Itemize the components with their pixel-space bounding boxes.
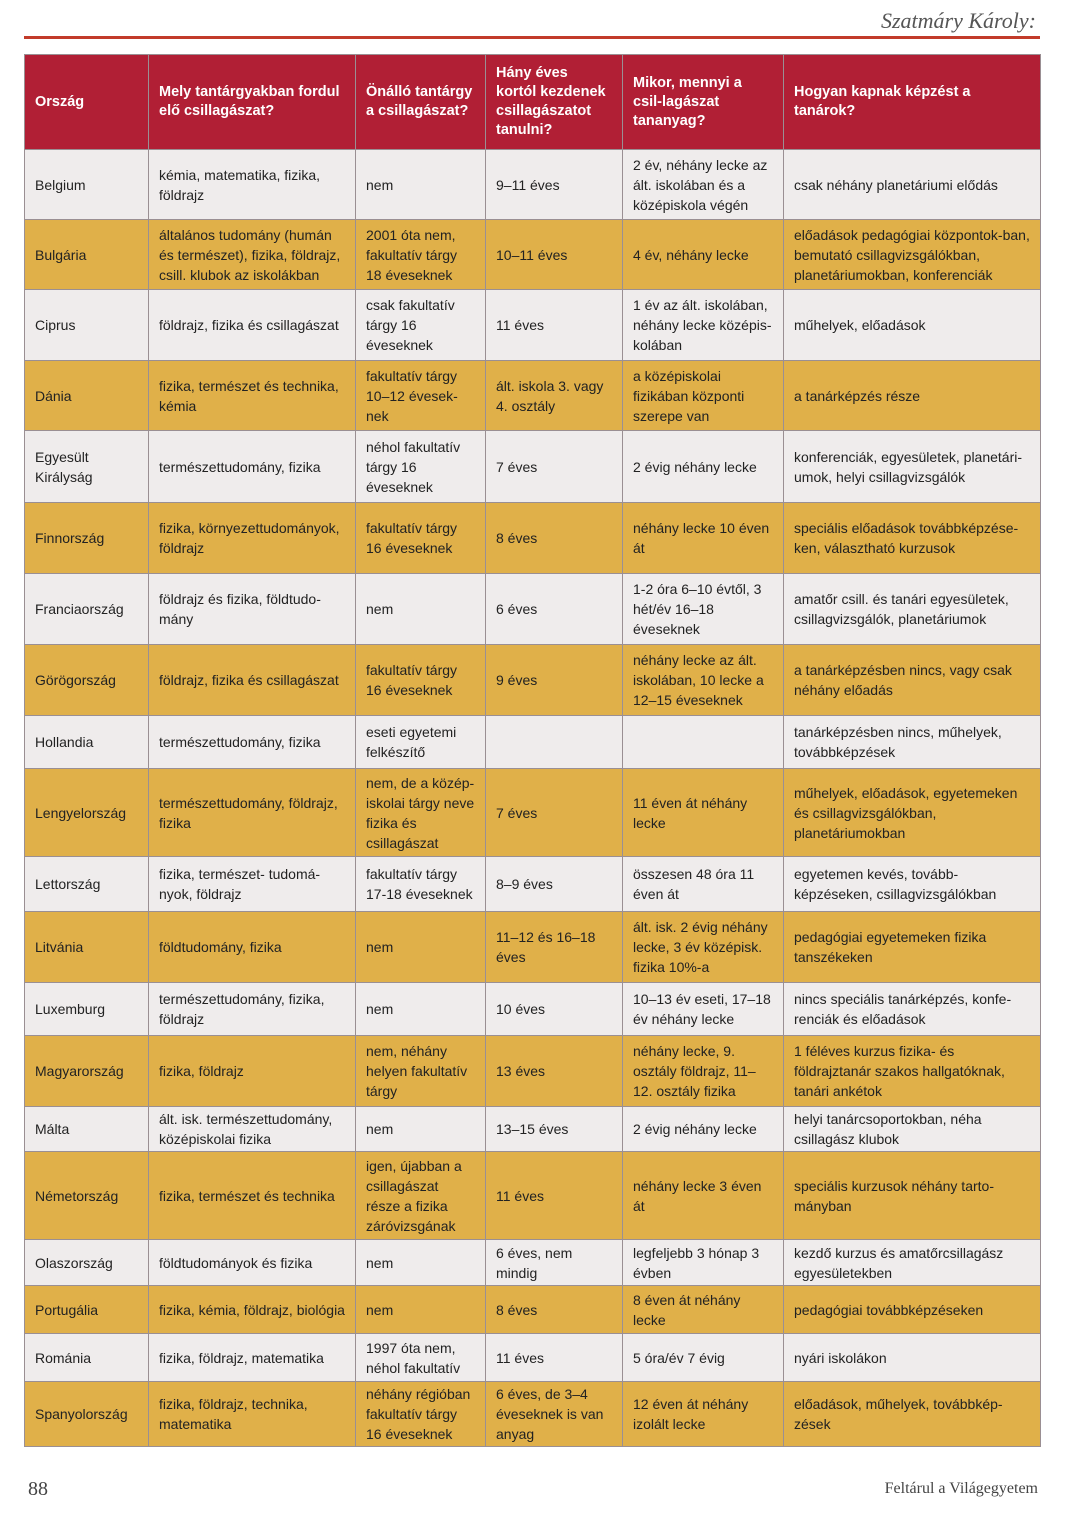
teacher-training-cell: pedagógiai továbbképzéseken	[784, 1286, 1041, 1334]
country-cell: Málta	[25, 1107, 149, 1152]
curriculum-cell: 2 évig néhány lecke	[623, 1107, 784, 1152]
curriculum-cell: 10–13 év eseti, 17–18 év néhány lecke	[623, 983, 784, 1036]
starting-age-cell: 11 éves	[486, 290, 623, 361]
subjects-cell: ált. isk. természettudomány, középiskolai fizika	[149, 1107, 356, 1152]
table-row	[25, 716, 1041, 769]
starting-age-cell: 10 éves	[486, 983, 623, 1036]
column-header-curriculum-amount: Mikor, mennyi a csil-lagászat tananyag?	[623, 55, 784, 150]
column-header-starting-age: Hány éves kortól kezdenek csillagászatot tanulni?	[486, 55, 623, 150]
subjects-cell: földtudomány, fizika	[149, 912, 356, 983]
independent-subject-cell: nem	[356, 1240, 486, 1286]
starting-age-cell: 13 éves	[486, 1036, 623, 1107]
curriculum-cell: néhány lecke 10 éven át	[623, 503, 784, 574]
independent-subject-cell: nem	[356, 983, 486, 1036]
curriculum-cell: 11 éven át néhány lecke	[623, 769, 784, 857]
subjects-cell: fizika, természet- tudomá-nyok, földrajz	[149, 857, 356, 912]
country-cell: Hollandia	[25, 716, 149, 769]
independent-subject-cell: nem, de a közép-iskolai tárgy neve fizika és csillagászat	[356, 769, 486, 857]
independent-subject-cell: fakultatív tárgy 10–12 évesek-nek	[356, 361, 486, 431]
country-cell: Ciprus	[25, 290, 149, 361]
country-cell: Dánia	[25, 361, 149, 431]
teacher-training-cell: a tanárképzés része	[784, 361, 1041, 431]
teacher-training-cell: csak néhány planetáriumi elődás	[784, 150, 1041, 220]
independent-subject-cell: 2001 óta nem, fakultatív tárgy 18 éveseknek	[356, 220, 486, 290]
table-row	[25, 574, 1041, 645]
curriculum-cell: néhány lecke, 9. osztály földrajz, 11–12. osztály fizika	[623, 1036, 784, 1107]
independent-subject-cell: nem	[356, 912, 486, 983]
country-cell: Bulgária	[25, 220, 149, 290]
column-header-country: Ország	[25, 55, 149, 150]
subjects-cell: általános tudomány (humán és természet), fizika, földrajz, csill. klubok az iskolákban	[149, 220, 356, 290]
curriculum-cell: 12 éven át néhány izolált lecke	[623, 1382, 784, 1447]
curriculum-cell: 5 óra/év 7 évig	[623, 1334, 784, 1382]
starting-age-cell: 9–11 éves	[486, 150, 623, 220]
table-row	[25, 150, 1041, 220]
curriculum-cell: összesen 48 óra 11 éven át	[623, 857, 784, 912]
table-body	[25, 150, 1041, 1447]
curriculum-cell: legfeljebb 3 hónap 3 évben	[623, 1240, 784, 1286]
starting-age-cell: 10–11 éves	[486, 220, 623, 290]
subjects-cell: fizika, kémia, földrajz, biológia	[149, 1286, 356, 1334]
independent-subject-cell: 1997 óta nem, néhol fakultatív	[356, 1334, 486, 1382]
table-row	[25, 1036, 1041, 1107]
table-header-row	[25, 55, 1041, 150]
subjects-cell: földtudományok és fizika	[149, 1240, 356, 1286]
subjects-cell: fizika, földrajz, technika, matematika	[149, 1382, 356, 1447]
teacher-training-cell: nyári iskolákon	[784, 1334, 1041, 1382]
curriculum-cell: 1 év az ált. iskolában, néhány lecke középis-kolában	[623, 290, 784, 361]
teacher-training-cell: tanárképzésben nincs, műhelyek, továbbképzések	[784, 716, 1041, 769]
curriculum-cell: a középiskolai fizikában központi szerepe van	[623, 361, 784, 431]
table-row	[25, 983, 1041, 1036]
teacher-training-cell: egyetemen kevés, tovább-képzéseken, csillagvizsgálókban	[784, 857, 1041, 912]
table-row	[25, 1152, 1041, 1240]
independent-subject-cell: nem, néhány helyen fakultatív tárgy	[356, 1036, 486, 1107]
curriculum-cell: 8 éven át néhány lecke	[623, 1286, 784, 1334]
country-cell: Franciaország	[25, 574, 149, 645]
subjects-cell: fizika, földrajz, matematika	[149, 1334, 356, 1382]
country-cell: Németország	[25, 1152, 149, 1240]
independent-subject-cell: fakultatív tárgy 17-18 éveseknek	[356, 857, 486, 912]
independent-subject-cell: néhol fakultatív tárgy 16 éveseknek	[356, 431, 486, 503]
country-cell: Belgium	[25, 150, 149, 220]
curriculum-cell: 2 évig néhány lecke	[623, 431, 784, 503]
teacher-training-cell: amatőr csill. és tanári egyesületek, csillagvizsgálók, planetáriumok	[784, 574, 1041, 645]
starting-age-cell: 8 éves	[486, 503, 623, 574]
table-row	[25, 1107, 1041, 1152]
country-cell: Románia	[25, 1334, 149, 1382]
astronomy-education-table	[24, 54, 1041, 1447]
subjects-cell: földrajz, fizika és csillagászat	[149, 290, 356, 361]
table-row	[25, 857, 1041, 912]
independent-subject-cell: nem	[356, 150, 486, 220]
country-cell: Olaszország	[25, 1240, 149, 1286]
header-divider	[24, 36, 1040, 39]
country-cell: Finnország	[25, 503, 149, 574]
independent-subject-cell: nem	[356, 1286, 486, 1334]
subjects-cell: földrajz és fizika, földtudo-mány	[149, 574, 356, 645]
starting-age-cell: 7 éves	[486, 431, 623, 503]
independent-subject-cell: néhány régióban fakultatív tárgy 16 éveseknek	[356, 1382, 486, 1447]
country-cell: Lengyelország	[25, 769, 149, 857]
table-row	[25, 1286, 1041, 1334]
teacher-training-cell: műhelyek, előadások	[784, 290, 1041, 361]
teacher-training-cell: a tanárképzésben nincs, vagy csak néhány előadás	[784, 645, 1041, 716]
starting-age-cell: 7 éves	[486, 769, 623, 857]
table-row	[25, 1240, 1041, 1286]
starting-age-cell: 6 éves, de 3–4 éveseknek is van anyag	[486, 1382, 623, 1447]
table-row	[25, 769, 1041, 857]
teacher-training-cell: konferenciák, egyesületek, planetári-umok, helyi csillagvizsgálók	[784, 431, 1041, 503]
teacher-training-cell: speciális kurzusok néhány tarto-mányban	[784, 1152, 1041, 1240]
independent-subject-cell: nem	[356, 1107, 486, 1152]
starting-age-cell: 6 éves	[486, 574, 623, 645]
subjects-cell: fizika, környezettudományok, földrajz	[149, 503, 356, 574]
teacher-training-cell: előadások, műhelyek, továbbkép-zések	[784, 1382, 1041, 1447]
starting-age-cell	[486, 716, 623, 769]
subjects-cell: természettudomány, fizika	[149, 716, 356, 769]
starting-age-cell: 11 éves	[486, 1152, 623, 1240]
country-cell: Portugália	[25, 1286, 149, 1334]
teacher-training-cell: helyi tanárcsoportokban, néha csillagász klubok	[784, 1107, 1041, 1152]
country-cell: Lettország	[25, 857, 149, 912]
column-header-subjects: Mely tantárgyakban fordul elő csillagászat?	[149, 55, 356, 150]
table-row	[25, 220, 1041, 290]
column-header-independent-subject: Önálló tantárgy a csillagászat?	[356, 55, 486, 150]
country-cell: Görögország	[25, 645, 149, 716]
column-header-teacher-training: Hogyan kapnak képzést a tanárok?	[784, 55, 1041, 150]
starting-age-cell: 6 éves, nem mindig	[486, 1240, 623, 1286]
subjects-cell: kémia, matematika, fizika, földrajz	[149, 150, 356, 220]
starting-age-cell: 13–15 éves	[486, 1107, 623, 1152]
table-row	[25, 361, 1041, 431]
country-cell: Litvánia	[25, 912, 149, 983]
curriculum-cell: néhány lecke 3 éven át	[623, 1152, 784, 1240]
table-row	[25, 431, 1041, 503]
subjects-cell: földrajz, fizika és csillagászat	[149, 645, 356, 716]
teacher-training-cell: pedagógiai egyetemeken fizika tanszékeken	[784, 912, 1041, 983]
curriculum-cell	[623, 716, 784, 769]
table-row	[25, 1382, 1041, 1447]
curriculum-cell: ált. isk. 2 évig néhány lecke, 3 év középisk. fizika 10%-a	[623, 912, 784, 983]
independent-subject-cell: csak fakultatív tárgy 16 éveseknek	[356, 290, 486, 361]
starting-age-cell: 8 éves	[486, 1286, 623, 1334]
teacher-training-cell: műhelyek, előadások, egyetemeken és csillagvizsgálókban, planetáriumokban	[784, 769, 1041, 857]
teacher-training-cell: nincs speciális tanárképzés, konfe-renciák és előadások	[784, 983, 1041, 1036]
independent-subject-cell: eseti egyetemi felkészítő	[356, 716, 486, 769]
country-cell: Magyarország	[25, 1036, 149, 1107]
subjects-cell: fizika, természet és technika, kémia	[149, 361, 356, 431]
starting-age-cell: 11 éves	[486, 1334, 623, 1382]
table-row	[25, 1334, 1041, 1382]
curriculum-cell: 4 év, néhány lecke	[623, 220, 784, 290]
table-row	[25, 503, 1041, 574]
country-cell: Spanyolország	[25, 1382, 149, 1447]
teacher-training-cell: előadások pedagógiai központok-ban, bemutató csillagvizsgálókban, planetáriumokban, konferenciák	[784, 220, 1041, 290]
independent-subject-cell: fakultatív tárgy 16 éveseknek	[356, 503, 486, 574]
subjects-cell: természettudomány, földrajz, fizika	[149, 769, 356, 857]
subjects-cell: természettudomány, fizika, földrajz	[149, 983, 356, 1036]
subjects-cell: fizika, földrajz	[149, 1036, 356, 1107]
starting-age-cell: 9 éves	[486, 645, 623, 716]
curriculum-cell: 2 év, néhány lecke az ált. iskolában és a középiskola végén	[623, 150, 784, 220]
starting-age-cell: ált. iskola 3. vagy 4. osztály	[486, 361, 623, 431]
teacher-training-cell: speciális előadások továbbképzése-ken, választható kurzusok	[784, 503, 1041, 574]
table-row	[25, 290, 1041, 361]
starting-age-cell: 8–9 éves	[486, 857, 623, 912]
independent-subject-cell: fakultatív tárgy 16 éveseknek	[356, 645, 486, 716]
table-row	[25, 912, 1041, 983]
table-row	[25, 645, 1041, 716]
starting-age-cell: 11–12 és 16–18 éves	[486, 912, 623, 983]
author-header: Szatmáry Károly:	[880, 8, 1036, 33]
independent-subject-cell: nem	[356, 574, 486, 645]
subjects-cell: fizika, természet és technika	[149, 1152, 356, 1240]
subjects-cell: természettudomány, fizika	[149, 431, 356, 503]
curriculum-cell: 1-2 óra 6–10 évtől, 3 hét/év 16–18 éveseknek	[623, 574, 784, 645]
country-cell: Luxemburg	[25, 983, 149, 1036]
teacher-training-cell: 1 féléves kurzus fizika- és földrajztanár szakos hallgatóknak, tanári ankétok	[784, 1036, 1041, 1107]
teacher-training-cell: kezdő kurzus és amatőrcsillagász egyesületekben	[784, 1240, 1041, 1286]
country-cell: Egyesült Királyság	[25, 431, 149, 503]
independent-subject-cell: igen, újabban a csillagászat része a fizika záróvizsgának	[356, 1152, 486, 1240]
curriculum-cell: néhány lecke az ált. iskolában, 10 lecke a 12–15 éveseknek	[623, 645, 784, 716]
page-number: 88	[28, 1478, 48, 1500]
book-title-footer: Feltárul a Világegyetem	[884, 1480, 1038, 1497]
